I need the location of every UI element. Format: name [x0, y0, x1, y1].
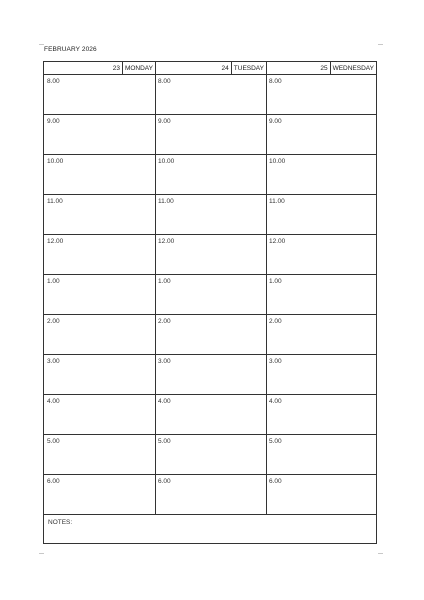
time-slot-label: 10.00 — [158, 158, 175, 165]
time-slot-label: 1.00 — [47, 278, 60, 285]
slot-divider — [44, 154, 376, 155]
crop-mark-bottom-left — [39, 553, 44, 554]
crop-mark-bottom-right — [378, 553, 383, 554]
time-slot-label: 10.00 — [269, 158, 286, 165]
day-number: 25 — [320, 65, 328, 72]
day-name: WEDNESDAY — [332, 65, 374, 72]
time-slot-label: 8.00 — [158, 78, 171, 85]
time-slot-label: 6.00 — [269, 478, 282, 485]
time-slot-label: 2.00 — [269, 318, 282, 325]
time-slot-label: 11.00 — [47, 198, 63, 205]
time-slot-label: 11.00 — [269, 198, 285, 205]
time-slot-label: 3.00 — [269, 358, 282, 365]
slot-divider — [44, 274, 376, 275]
time-slot-label: 12.00 — [269, 238, 286, 245]
column-divider — [155, 62, 156, 515]
time-slot-label: 8.00 — [269, 78, 282, 85]
slot-divider — [44, 474, 376, 475]
day-header — [266, 62, 376, 75]
day-name: TUESDAY — [233, 65, 264, 72]
day-name: MONDAY — [124, 65, 153, 72]
time-slot-label: 1.00 — [158, 278, 171, 285]
time-slot-label: 3.00 — [47, 358, 60, 365]
time-slot-label: 2.00 — [158, 318, 171, 325]
time-slot-label: 9.00 — [269, 118, 282, 125]
slot-divider — [44, 434, 376, 435]
time-slot-label: 4.00 — [47, 398, 60, 405]
time-slot-label: 5.00 — [269, 438, 282, 445]
slot-divider — [44, 114, 376, 115]
time-slot-label: 8.00 — [47, 78, 60, 85]
time-slot-label: 4.00 — [158, 398, 171, 405]
day-header-separator — [231, 62, 232, 74]
time-slot-label: 12.00 — [47, 238, 64, 245]
time-slot-label: 9.00 — [47, 118, 60, 125]
crop-mark-top-right — [378, 44, 383, 45]
time-slot-label: 10.00 — [47, 158, 64, 165]
slot-divider — [44, 354, 376, 355]
column-divider — [266, 62, 267, 515]
day-number: 23 — [112, 65, 120, 72]
time-slot-label: 11.00 — [158, 198, 174, 205]
slot-divider — [44, 514, 376, 515]
slot-divider — [44, 234, 376, 235]
time-slot-label: 5.00 — [47, 438, 60, 445]
slot-divider — [44, 194, 376, 195]
time-slot-label: 1.00 — [269, 278, 282, 285]
day-header — [155, 62, 266, 75]
time-slot-label: 12.00 — [158, 238, 175, 245]
notes-label: NOTES: — [48, 519, 73, 526]
time-slot-label: 5.00 — [158, 438, 171, 445]
time-slot-label: 3.00 — [158, 358, 171, 365]
time-slot-label: 4.00 — [269, 398, 282, 405]
time-slot-label: 6.00 — [47, 478, 60, 485]
crop-mark-top-left — [39, 44, 44, 45]
planner-grid — [43, 61, 377, 544]
slot-divider — [44, 394, 376, 395]
time-slot-label: 9.00 — [158, 118, 171, 125]
slot-divider — [44, 314, 376, 315]
time-slot-label: 2.00 — [47, 318, 60, 325]
page-title: FEBRUARY 2026 — [44, 46, 97, 53]
day-header-separator — [122, 62, 123, 74]
time-slot-label: 6.00 — [158, 478, 171, 485]
day-header-separator — [330, 62, 331, 74]
day-number: 24 — [221, 65, 229, 72]
day-header — [44, 62, 155, 75]
